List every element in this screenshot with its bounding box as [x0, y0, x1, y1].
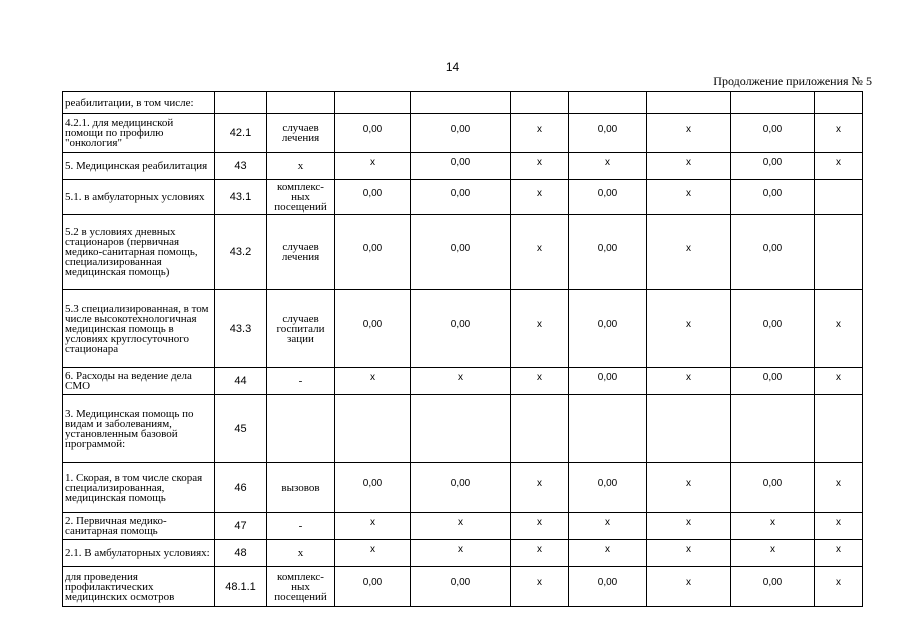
- row-value-cell: [511, 513, 569, 540]
- row-value-cell: [731, 114, 815, 153]
- row-value: 0,00: [362, 577, 383, 588]
- row-value-cell: [815, 290, 863, 368]
- table-row: [63, 180, 863, 215]
- row-value: 0,00: [362, 319, 383, 330]
- row-value: х: [686, 319, 691, 330]
- row-value: х: [370, 516, 375, 528]
- row-value: 0,00: [597, 319, 618, 330]
- row-value-cell: [511, 463, 569, 513]
- row-value: х: [836, 577, 841, 588]
- row-name: 2. Первичная медико-санитарная помощь: [63, 513, 215, 540]
- row-value: х: [537, 319, 542, 330]
- row-value-cell: [815, 180, 863, 215]
- row-value-cell: [511, 290, 569, 368]
- row-value: х: [537, 478, 542, 489]
- row-unit: комплекс-ных посещений: [267, 180, 335, 215]
- row-value-cell: [411, 540, 511, 567]
- row-code: 43.2: [215, 215, 267, 290]
- row-value-cell: [335, 290, 411, 368]
- row-code: 48.1.1: [215, 567, 267, 607]
- continuation-label: Продолжение приложения № 5: [713, 74, 872, 88]
- row-value: х: [770, 516, 775, 528]
- row-value-cell: [569, 395, 647, 463]
- row-value-cell: [815, 513, 863, 540]
- row-value: х: [537, 187, 542, 199]
- row-value-cell: [647, 463, 731, 513]
- row-name: 3. Медицинская помощь по видам и заболеваниям, установленным базовой программой:: [63, 395, 215, 463]
- row-value-cell: [335, 567, 411, 607]
- row-name: 2.1. В амбулаторных условиях:: [63, 540, 215, 567]
- row-value: 0,00: [362, 187, 383, 199]
- row-value: 0,00: [362, 478, 383, 489]
- row-value-cell: [731, 567, 815, 607]
- table-row: [63, 153, 863, 180]
- row-value-cell: [731, 463, 815, 513]
- row-value: х: [836, 319, 841, 330]
- row-value-cell: [731, 180, 815, 215]
- row-value-cell: [411, 180, 511, 215]
- row-value-cell: [511, 567, 569, 607]
- row-value: х: [836, 371, 841, 383]
- row-value-cell: [647, 368, 731, 395]
- row-value: х: [686, 577, 691, 588]
- table-row: [63, 395, 863, 463]
- row-value-cell: [335, 153, 411, 180]
- row-value: 0,00: [450, 187, 471, 199]
- row-value: х: [537, 242, 542, 254]
- row-value-cell: [411, 114, 511, 153]
- row-value-cell: [411, 290, 511, 368]
- row-value-cell: [335, 368, 411, 395]
- row-value-cell: [335, 215, 411, 290]
- row-value: х: [836, 156, 841, 168]
- row-value-cell: [731, 153, 815, 180]
- row-value-cell: [411, 368, 511, 395]
- row-value: х: [537, 156, 542, 168]
- row-value: х: [686, 123, 691, 135]
- row-value-cell: [815, 463, 863, 513]
- row-code: 46: [215, 463, 267, 513]
- row-value-cell: [411, 395, 511, 463]
- row-value-cell: [411, 567, 511, 607]
- row-unit: комплекс-ных посещений: [267, 567, 335, 607]
- row-value: х: [686, 156, 691, 168]
- row-value: 0,00: [362, 242, 383, 254]
- row-value-cell: [647, 153, 731, 180]
- row-code: 43.1: [215, 180, 267, 215]
- row-value-cell: [335, 92, 411, 114]
- row-value-cell: [731, 215, 815, 290]
- row-value: х: [686, 242, 691, 254]
- row-value: 0,00: [762, 242, 783, 254]
- row-value-cell: [569, 463, 647, 513]
- row-code: 45: [215, 395, 267, 463]
- table-row: [63, 92, 863, 114]
- row-value-cell: [569, 290, 647, 368]
- row-value: х: [370, 543, 375, 555]
- row-value: х: [458, 371, 463, 383]
- table-row: [63, 290, 863, 368]
- row-value: х: [686, 187, 691, 199]
- row-value: х: [458, 516, 463, 528]
- row-name: 1. Скорая, в том числе скорая специализированная, медицинская помощь: [63, 463, 215, 513]
- row-value: 0,00: [597, 242, 618, 254]
- row-value-cell: [731, 368, 815, 395]
- row-value-cell: [511, 215, 569, 290]
- data-table: [62, 91, 863, 607]
- row-value-cell: [411, 153, 511, 180]
- row-value: х: [686, 516, 691, 528]
- table-row: [63, 114, 863, 153]
- row-value-cell: [815, 540, 863, 567]
- row-value: 0,00: [450, 577, 471, 588]
- row-value-cell: [569, 368, 647, 395]
- row-value-cell: [335, 463, 411, 513]
- row-value-cell: [815, 153, 863, 180]
- row-value: х: [836, 543, 841, 555]
- row-value-cell: [569, 513, 647, 540]
- row-value-cell: [411, 513, 511, 540]
- row-value: 0,00: [450, 242, 471, 254]
- row-value-cell: [569, 92, 647, 114]
- row-value-cell: [647, 92, 731, 114]
- row-value: 0,00: [450, 319, 471, 330]
- row-value-cell: [647, 180, 731, 215]
- row-unit: х: [267, 153, 335, 180]
- row-unit: [267, 395, 335, 463]
- row-value-cell: [815, 215, 863, 290]
- row-value-cell: [731, 92, 815, 114]
- table-row: [63, 540, 863, 567]
- row-value: х: [370, 156, 375, 168]
- row-unit: х: [267, 540, 335, 567]
- row-value-cell: [815, 92, 863, 114]
- row-value: х: [836, 516, 841, 528]
- row-value-cell: [511, 180, 569, 215]
- row-value-cell: [411, 92, 511, 114]
- row-unit: -: [267, 368, 335, 395]
- page-number: 14: [445, 60, 460, 74]
- row-code: 42.1: [215, 114, 267, 153]
- table-row: [63, 513, 863, 540]
- row-value-cell: [569, 215, 647, 290]
- row-value-cell: [815, 114, 863, 153]
- row-value-cell: [731, 395, 815, 463]
- row-value-cell: [731, 513, 815, 540]
- row-value: 0,00: [762, 371, 783, 383]
- row-unit: случаев госпитали зации: [267, 290, 335, 368]
- row-value: 0,00: [597, 187, 618, 199]
- row-value: х: [458, 543, 463, 555]
- table-row: [63, 215, 863, 290]
- row-value: х: [537, 543, 542, 555]
- row-value: 0,00: [597, 577, 618, 588]
- row-value: 0,00: [362, 123, 383, 135]
- row-value: 0,00: [597, 123, 618, 135]
- row-value: х: [686, 543, 691, 555]
- row-value-cell: [335, 540, 411, 567]
- table-row: [63, 463, 863, 513]
- row-value-cell: [335, 395, 411, 463]
- row-name: реабилитации, в том числе:: [63, 92, 215, 114]
- row-value-cell: [569, 567, 647, 607]
- row-value: 0,00: [450, 478, 471, 489]
- row-name: 5.3 специализированная, в том числе высокотехнологичная медицинская помощь в условиях круглосуточного стационара: [63, 290, 215, 368]
- table-row: [63, 368, 863, 395]
- row-value: 0,00: [762, 577, 783, 588]
- row-value: 0,00: [762, 187, 783, 199]
- row-code: 44: [215, 368, 267, 395]
- row-name: 5.2 в условиях дневных стационаров (первичная медико-санитарная помощь, специализированная медицинская помощь): [63, 215, 215, 290]
- row-value: х: [537, 577, 542, 588]
- row-value: х: [605, 543, 610, 555]
- row-value: х: [770, 543, 775, 555]
- row-code: 47: [215, 513, 267, 540]
- row-value-cell: [815, 368, 863, 395]
- row-value-cell: [569, 114, 647, 153]
- row-value: 0,00: [762, 478, 783, 489]
- row-value-cell: [731, 290, 815, 368]
- row-code: 43.3: [215, 290, 267, 368]
- row-value: х: [537, 371, 542, 383]
- row-value-cell: [647, 290, 731, 368]
- row-value: 0,00: [762, 156, 783, 168]
- row-value: 0,00: [450, 156, 471, 168]
- row-value-cell: [335, 114, 411, 153]
- row-value-cell: [647, 540, 731, 567]
- row-value-cell: [647, 567, 731, 607]
- row-value-cell: [647, 215, 731, 290]
- row-value-cell: [647, 395, 731, 463]
- row-value-cell: [511, 114, 569, 153]
- row-value: х: [605, 156, 610, 168]
- row-name: 4.2.1. для медицинской помощи по профилю "онкология": [63, 114, 215, 153]
- row-value-cell: [511, 395, 569, 463]
- row-value-cell: [815, 567, 863, 607]
- row-value-cell: [411, 463, 511, 513]
- row-value-cell: [569, 180, 647, 215]
- row-value: 0,00: [450, 123, 471, 135]
- row-value: х: [836, 123, 841, 135]
- row-unit: случаев лечения: [267, 215, 335, 290]
- row-value: х: [537, 516, 542, 528]
- row-unit: [267, 92, 335, 114]
- row-value-cell: [647, 513, 731, 540]
- row-value: 0,00: [762, 319, 783, 330]
- row-value: х: [686, 478, 691, 489]
- row-value-cell: [335, 180, 411, 215]
- row-value: х: [686, 371, 691, 383]
- row-value-cell: [511, 92, 569, 114]
- row-value-cell: [815, 395, 863, 463]
- row-value-cell: [511, 540, 569, 567]
- row-code: [215, 92, 267, 114]
- row-code: 43: [215, 153, 267, 180]
- row-unit: -: [267, 513, 335, 540]
- row-value: х: [836, 478, 841, 489]
- row-value: х: [537, 123, 542, 135]
- row-value-cell: [411, 215, 511, 290]
- row-value-cell: [335, 513, 411, 540]
- table-row: [63, 567, 863, 607]
- row-unit: случаев лечения: [267, 114, 335, 153]
- row-name: 5. Медицинская реабилитация: [63, 153, 215, 180]
- row-value-cell: [569, 153, 647, 180]
- row-name: для проведения профилактических медицинских осмотров: [63, 567, 215, 607]
- row-unit: вызовов: [267, 463, 335, 513]
- row-value: 0,00: [762, 123, 783, 135]
- row-value-cell: [511, 153, 569, 180]
- row-value-cell: [511, 368, 569, 395]
- row-value: 0,00: [597, 478, 618, 489]
- row-name: 5.1. в амбулаторных условиях: [63, 180, 215, 215]
- row-value: х: [370, 371, 375, 383]
- row-value-cell: [731, 540, 815, 567]
- row-name: 6. Расходы на ведение дела СМО: [63, 368, 215, 395]
- row-code: 48: [215, 540, 267, 567]
- row-value: 0,00: [597, 371, 618, 383]
- row-value: х: [605, 516, 610, 528]
- row-value-cell: [647, 114, 731, 153]
- row-value-cell: [569, 540, 647, 567]
